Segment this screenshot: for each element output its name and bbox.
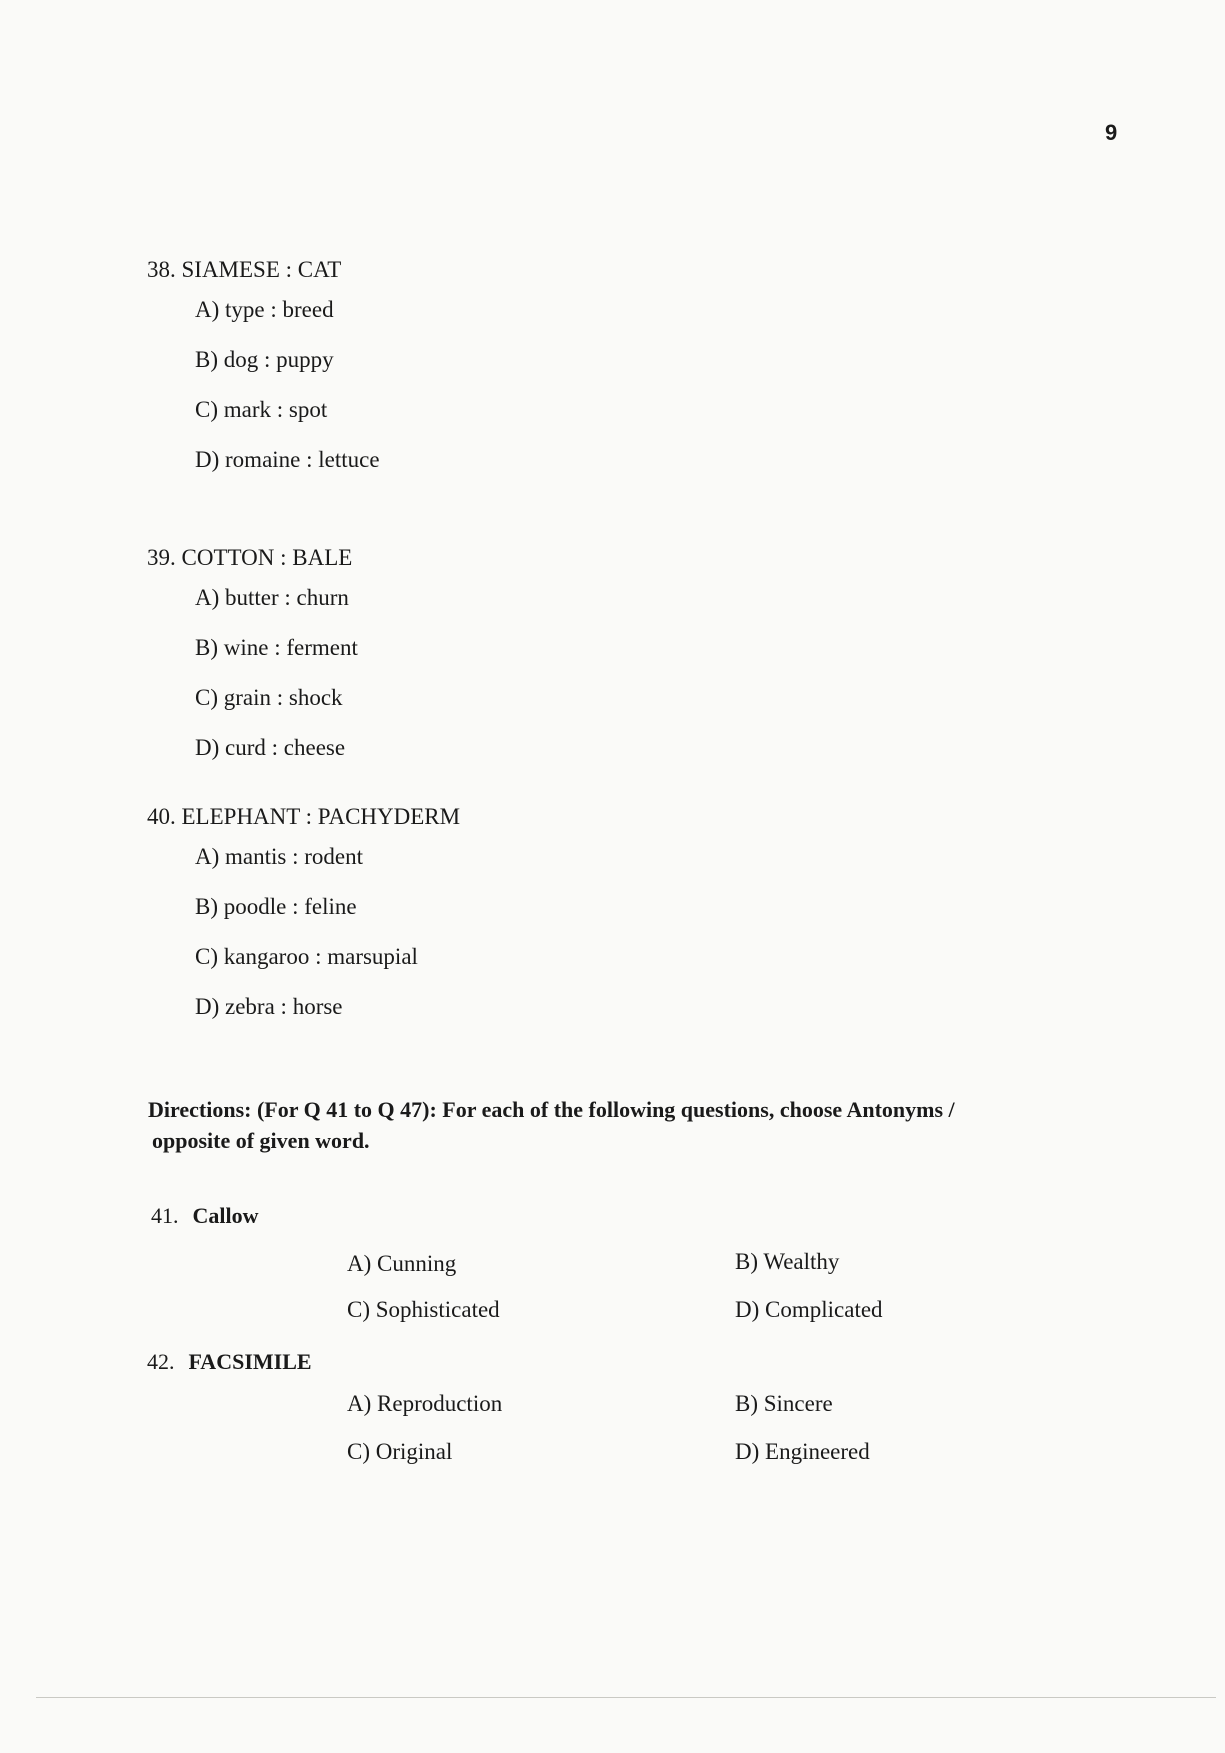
option-a: A) Cunning — [347, 1251, 457, 1276]
option-b: B) Wealthy — [735, 1249, 840, 1274]
option-d: D) curd : cheese — [195, 735, 346, 760]
question-word: Callow — [192, 1203, 259, 1228]
option-c: C) mark : spot — [195, 397, 328, 422]
question-stem: 39. COTTON : BALE — [147, 545, 353, 570]
option-a: A) type : breed — [195, 297, 334, 322]
question-number: 42. — [147, 1349, 175, 1374]
page-bottom-rule — [36, 1697, 1216, 1698]
option-c: C) Sophisticated — [347, 1297, 500, 1322]
directions-line-1: Directions: (For Q 41 to Q 47): For each of the following questions, choose Antonyms / — [148, 1097, 955, 1122]
question-40 — [147, 803, 460, 831]
option-d: D) Engineered — [735, 1439, 870, 1464]
question-41 — [151, 1202, 259, 1230]
directions-line-2: opposite of given word. — [152, 1128, 370, 1153]
question-38 — [147, 256, 341, 284]
option-c: C) Original — [347, 1439, 453, 1464]
question-stem: 38. SIAMESE : CAT — [147, 257, 342, 282]
option-a: A) mantis : rodent — [195, 844, 363, 869]
directions — [148, 1094, 1088, 1156]
option-b: B) Sincere — [735, 1391, 833, 1416]
option-a: A) butter : churn — [195, 585, 349, 610]
question-stem: 40. ELEPHANT : PACHYDERM — [147, 804, 461, 829]
option-b: B) poodle : feline — [195, 894, 357, 919]
question-word: FACSIMILE — [188, 1349, 312, 1374]
option-b: B) dog : puppy — [195, 347, 334, 372]
option-d: D) romaine : lettuce — [195, 447, 380, 472]
option-c: C) grain : shock — [195, 685, 343, 710]
question-42 — [147, 1348, 312, 1376]
option-c: C) kangaroo : marsupial — [195, 944, 418, 969]
option-a: A) Reproduction — [347, 1391, 503, 1416]
question-39 — [147, 544, 352, 572]
option-d: D) Complicated — [735, 1297, 883, 1322]
option-b: B) wine : ferment — [195, 635, 358, 660]
page-number: 9 — [1105, 120, 1118, 145]
option-d: D) zebra : horse — [195, 994, 343, 1019]
question-number: 41. — [151, 1203, 179, 1228]
